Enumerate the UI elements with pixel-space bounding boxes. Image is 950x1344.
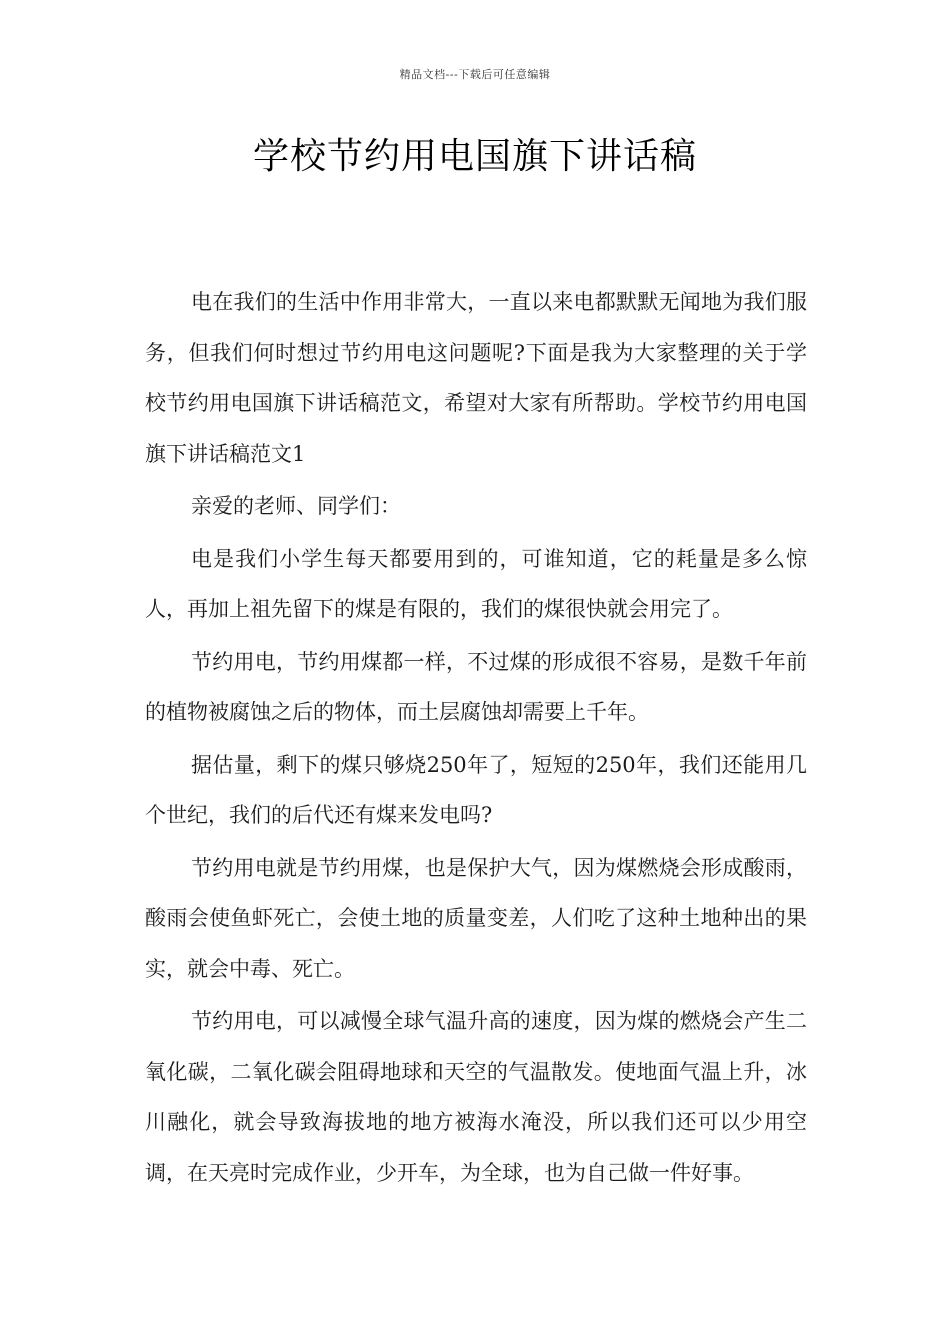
header-note: 精品文档---下载后可任意编辑 [399, 68, 551, 81]
paragraph-acid-rain: 节约用电就是节约用煤，也是保护大气，因为煤燃烧会形成酸雨，酸雨会使鱼虾死亡，会使土地的质量变差，人们吃了这种土地种出的果实，就会中毒、死亡。 [145, 855, 807, 981]
document-title: 学校节约用电国旗下讲话稿 [252, 136, 697, 177]
paragraph-electricity-usage: 电是我们小学生每天都要用到的，可谁知道，它的耗量是多么惊人，再加上祖先留下的煤是有限的，我们的煤很快就会用完了。 [145, 546, 807, 621]
paragraph-global-warming: 节约用电，可以减慢全球气温升高的速度，因为煤的燃烧会产生二氧化碳，二氧化碳会阻碍地球和天空的气温散发。使地面气温上升，冰川融化，就会导致海拔地的地方被海水淹没，所以我们还可以少用空调，在天亮时完成作业，少开车，为全球，也为自己做一件好事。 [145, 1009, 807, 1185]
paragraph-coal-formation: 节约用电，节约用煤都一样，不过煤的形成很不容易，是数千年前的植物被腐蚀之后的物体，而土层腐蚀却需要上千年。 [145, 649, 807, 724]
document-body [145, 277, 807, 1200]
paragraph-coal-estimate: 据估量，剩下的煤只够烧250年了，短短的250年，我们还能用几个世纪，我们的后代还有煤来发电吗? [145, 752, 807, 827]
paragraph-salutation: 亲爱的老师、同学们： [191, 494, 401, 518]
paragraph-intro: 电在我们的生活中作用非常大，一直以来电都默默无闻地为我们服务，但我们何时想过节约用电这问题呢?下面是我为大家整理的关于学校节约用电国旗下讲话稿范文，希望对大家有所帮助。学校节约用电国旗下讲话稿范文1 [145, 290, 807, 466]
